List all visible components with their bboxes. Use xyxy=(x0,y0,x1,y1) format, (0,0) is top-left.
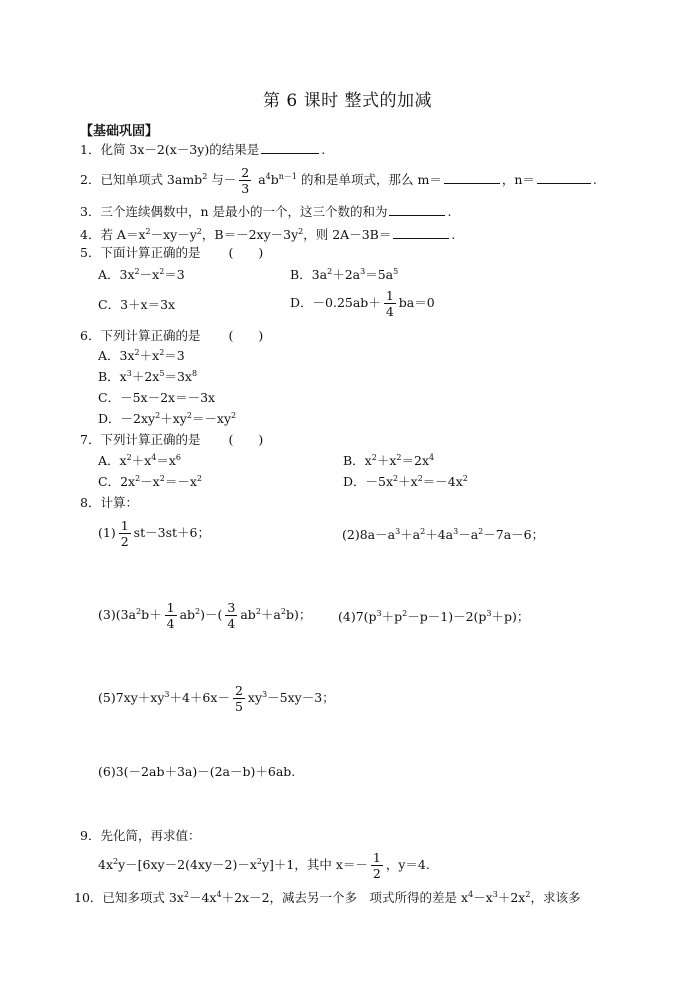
option-5a[interactable]: A．$3x^2-x^2=3$ xyxy=(98,267,185,282)
fraction: $\frac{1}{4}$ xyxy=(385,288,394,319)
question-5: 5．下面计算正确的是 ( ) xyxy=(80,245,264,260)
option-6b[interactable]: B．$x^3+2x^5=3x^8$ xyxy=(98,369,198,384)
answer-paren[interactable]: ( ) xyxy=(228,432,264,447)
problem-8-4: $(4)7(p^3+p^2-p-1)-2(p^3+p)$； xyxy=(338,609,530,624)
question-7: 7．下列计算正确的是 ( ) xyxy=(80,432,264,447)
answer-blank[interactable] xyxy=(537,171,591,184)
question-6: 6．下列计算正确的是 ( ) xyxy=(80,328,264,343)
problem-8-2: $(2)8a-a^3+a^2+4a^3-a^2-7a-6$； xyxy=(342,527,545,542)
section-heading: 【基础巩固】 xyxy=(80,124,159,139)
option-5c[interactable]: C．3＋x＝3x xyxy=(98,297,176,312)
question-3: 3．三个连续偶数中，n 是最小的一个，这三个数的和为 . xyxy=(80,204,452,219)
problem-8-1: (1) $\frac{1}{2}$ st－3st＋6； xyxy=(98,518,210,549)
fraction: $\frac{2}{3}$ xyxy=(241,165,250,196)
answer-blank[interactable] xyxy=(389,203,445,216)
fraction: $\frac{1}{2}$ xyxy=(120,518,129,549)
question-1: 1．化简 3x－2(x－3y)的结果是 . xyxy=(80,142,326,157)
fraction: $\frac{1}{2}$ xyxy=(372,850,381,881)
question-9: 9．先化简，再求值： xyxy=(80,828,201,843)
option-7a[interactable]: A．$x^2+x^4=x^6$ xyxy=(98,453,181,468)
fraction: $\frac{2}{5}$ xyxy=(234,683,243,714)
page-title: 第 6 课时 整式的加减 xyxy=(262,91,433,111)
option-6a[interactable]: A．$3x^2+x^2=3$ xyxy=(98,348,185,363)
question-10: 10．已知多项式 $3x^2-4x^4+2x-2$，减去另一个多 项式所得的差是 $x^4-x^3+2x^2$，求该多 xyxy=(74,890,581,905)
question-8: 8．计算： xyxy=(80,495,138,510)
question-9-expression: $4x^2y-[6xy-2(4xy-2)-x^2y]+1$，其中 x＝－ $\frac{1}{2}$ ，y＝4. xyxy=(98,850,430,881)
answer-paren[interactable]: ( ) xyxy=(228,328,264,343)
question-4: 4．若 $A=x^2-xy-y^2$，$B=-2xy-3y^2$，则 2A－3B＝ . xyxy=(80,227,456,242)
answer-blank[interactable] xyxy=(444,171,500,184)
option-7c[interactable]: C．$2x^2-x^2=-x^2$ xyxy=(98,474,202,489)
option-6d[interactable]: D．$-2xy^2+xy^2=-xy^2$ xyxy=(98,411,237,426)
answer-blank[interactable] xyxy=(393,226,449,239)
fraction: $\frac{3}{4}$ xyxy=(227,600,236,631)
option-7d[interactable]: D．$-5x^2+x^2=-4x^2$ xyxy=(343,474,468,489)
question-2: 2．已知单项式 3amb$^2$ 与－ $\frac{2}{3}$ $a^4b^{n-1}$ 的和是单项式，那么 m＝ ，n＝ . xyxy=(80,165,597,196)
answer-paren[interactable]: ( ) xyxy=(228,245,264,260)
answer-blank[interactable] xyxy=(261,141,319,154)
option-6c[interactable]: C．－5x－2x＝－3x xyxy=(98,390,216,405)
option-5d[interactable]: D．－0.25ab＋ $\frac{1}{4}$ ba＝0 xyxy=(290,288,435,319)
problem-8-3: $(3)(3a^2b+$ $\frac{1}{4}$ $ab^2)-$( $\frac{3}{4}$ $ab^2+a^2b$)； xyxy=(98,600,312,631)
problem-8-6: (6)3(－2ab＋3a)－(2a－b)＋6ab. xyxy=(98,764,296,779)
problem-8-5: $(5)7xy+xy^3+4+6x-$ $\frac{2}{5}$ $xy^3-5xy-3$； xyxy=(98,683,335,714)
fraction: $\frac{1}{4}$ xyxy=(166,600,175,631)
option-7b[interactable]: B．$x^2+x^2=2x^4$ xyxy=(343,453,435,468)
option-5b[interactable]: B．$3a^2+2a^3=5a^5$ xyxy=(290,267,399,282)
